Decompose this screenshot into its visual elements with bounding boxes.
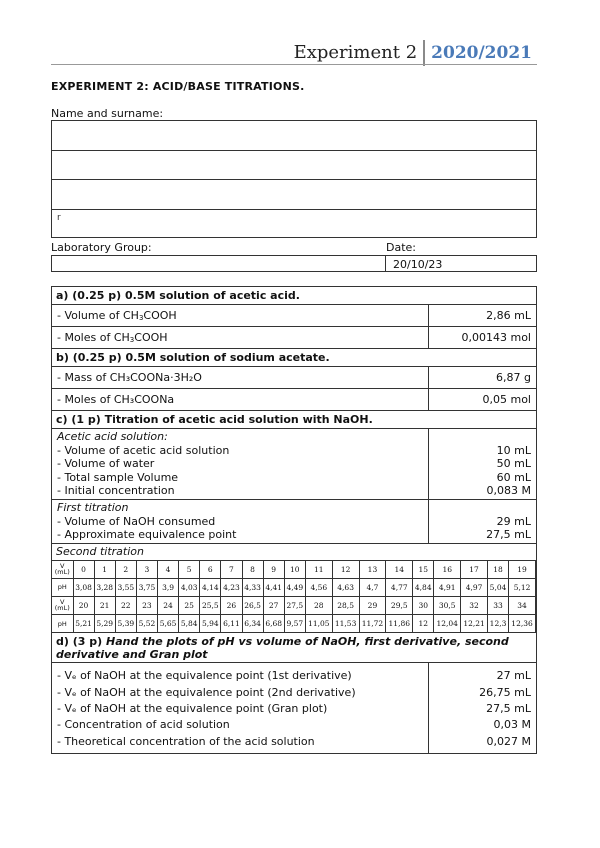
header-experiment: Experiment 2 (294, 40, 426, 66)
lab-date-box (51, 255, 537, 272)
v-cell[interactable]: 29 (359, 596, 386, 614)
ph-cell[interactable]: 12 (413, 614, 434, 632)
v-cell[interactable]: 18 (487, 560, 508, 578)
ph-cell[interactable]: 5,21 (73, 614, 94, 632)
v-cell[interactable]: 30,5 (434, 596, 461, 614)
row-label: - Volume of NaOH consumed (57, 514, 216, 528)
row-label: - Volume of $CH_3COOH$ (52, 305, 429, 326)
ph-cell[interactable]: 4,49 (284, 578, 305, 596)
name-row[interactable] (52, 180, 536, 210)
ph-cell[interactable]: 5,94 (200, 614, 221, 632)
section-a-heading: a) (0.25 p) 0.5M solution of acetic acid. (52, 287, 536, 305)
ph-cell[interactable]: 4,7 (359, 578, 386, 596)
ph-cell[interactable]: 12,21 (461, 614, 488, 632)
v-cell[interactable]: 12 (332, 560, 359, 578)
row-value[interactable]: 27 mL (496, 669, 531, 683)
v-cell[interactable]: 13 (359, 560, 386, 578)
row-label: - Vₑ of NaOH at the equivalence point (2nd derivative) (57, 685, 356, 699)
date-label: Date: (386, 241, 416, 254)
v-cell[interactable]: 34 (509, 596, 536, 614)
date-field[interactable]: 20/10/23 (393, 258, 443, 271)
ph-cell[interactable]: 4,97 (461, 578, 488, 596)
section-d-heading: d) (3 p) Hand the plots of pH vs volume of NaOH, first derivative, second derivative and Gran plot (52, 633, 536, 663)
table-row (52, 389, 536, 411)
lab-group-field[interactable] (52, 256, 386, 271)
ph-cell[interactable]: 6,11 (221, 614, 242, 632)
moles-acetic-acid-value[interactable]: 0,00143 mol (461, 331, 531, 344)
ph-cell[interactable]: 4,14 (200, 578, 221, 596)
v-cell[interactable]: 30 (413, 596, 434, 614)
v-cell[interactable]: 28,5 (332, 596, 359, 614)
row-value[interactable]: 0,083 M (486, 484, 531, 498)
v-cell[interactable]: 27 (263, 596, 284, 614)
v-cell[interactable]: 2 (115, 560, 136, 578)
row-value[interactable]: 50 mL (496, 457, 531, 471)
ph-cell[interactable]: 12,04 (434, 614, 461, 632)
moles-sodium-acetate-value[interactable]: 0,05 mol (482, 393, 531, 406)
v-cell[interactable]: 17 (461, 560, 488, 578)
v-cell[interactable]: 1 (94, 560, 115, 578)
v-cell[interactable]: 6 (200, 560, 221, 578)
row-label: - Theoretical concentration of the acid solution (57, 734, 315, 748)
ph-cell[interactable]: 6,34 (242, 614, 263, 632)
row-label: - Moles of $CH_3COOH$ (52, 327, 429, 348)
ph-cell[interactable]: 5,12 (509, 578, 536, 596)
ph-cell[interactable]: 5,84 (179, 614, 200, 632)
v-cell[interactable]: 32 (461, 596, 488, 614)
row-label: - Approximate equivalence point (57, 528, 237, 542)
first-caption: First titration (57, 500, 129, 514)
row-label: - Mass of CH₃COONa·3H₂O (52, 367, 429, 388)
v-cell[interactable]: 4 (158, 560, 179, 578)
acetic-caption: Acetic acid solution: (57, 430, 168, 443)
row-label: - Vₑ of NaOH at the equivalence point (Gran plot) (57, 702, 328, 716)
row-value[interactable]: 27,5 mL (486, 528, 531, 542)
ph-cell[interactable]: 5,39 (115, 614, 136, 632)
mass-sodium-acetate-value[interactable]: 6,87 g (496, 371, 531, 384)
v-cell[interactable]: 11 (305, 560, 332, 578)
row-label: - Vₑ of NaOH at the equivalence point (1st derivative) (57, 669, 352, 683)
v-cell[interactable]: 33 (487, 596, 508, 614)
page-header (294, 36, 532, 66)
ph-cell[interactable]: 4,03 (179, 578, 200, 596)
v-cell[interactable]: 7 (221, 560, 242, 578)
ph-cell[interactable]: 4,41 (263, 578, 284, 596)
header-divider (51, 64, 537, 65)
second-titration-block (52, 544, 536, 634)
v-cell[interactable]: 19 (509, 560, 536, 578)
ph-header: pH (52, 578, 73, 596)
ph-cell[interactable]: 12,36 (509, 614, 536, 632)
ph-cell[interactable]: 4,33 (242, 578, 263, 596)
row-label: - Concentration of acid solution (57, 718, 230, 732)
ph-cell[interactable]: 4,77 (386, 578, 413, 596)
ph-cell[interactable]: 5,65 (158, 614, 179, 632)
v-cell[interactable]: 10 (284, 560, 305, 578)
table-row (52, 305, 536, 327)
section-c-heading: c) (1 p) Titration of acetic acid solution with NaOH. (52, 411, 536, 429)
v-header: V (mL) (52, 560, 73, 578)
v-cell[interactable]: 25,5 (200, 596, 221, 614)
v-cell[interactable]: 26,5 (242, 596, 263, 614)
row-value[interactable]: 29 mL (496, 514, 531, 528)
name-label: Name and surname: (51, 107, 164, 120)
titration-data-table (52, 560, 536, 633)
ph-cell[interactable]: 3,9 (158, 578, 179, 596)
ph-cell[interactable]: 5,29 (94, 614, 115, 632)
ph-header: pH (52, 614, 73, 632)
row-value[interactable]: 0,03 M (493, 718, 531, 732)
v-cell[interactable]: 21 (94, 596, 115, 614)
v-cell[interactable]: 22 (115, 596, 136, 614)
acetic-acid-block (52, 429, 536, 500)
ph-cell[interactable]: 4,56 (305, 578, 332, 596)
v-cell[interactable]: 15 (413, 560, 434, 578)
ph-cell[interactable]: 11,72 (359, 614, 386, 632)
row-value[interactable]: 10 mL (496, 443, 531, 457)
table-row (52, 327, 536, 349)
ph-cell[interactable]: 11,86 (386, 614, 413, 632)
name-tick-mark: r (57, 212, 61, 223)
v-cell[interactable]: 29,5 (386, 596, 413, 614)
v-cell[interactable]: 16 (434, 560, 461, 578)
name-row[interactable] (52, 121, 536, 151)
ph-cell[interactable]: 6,68 (263, 614, 284, 632)
ph-cell[interactable]: 11,53 (332, 614, 359, 632)
ph-cell[interactable]: 9,57 (284, 614, 305, 632)
ph-cell[interactable]: 12,3 (487, 614, 508, 632)
v-header: V (mL) (52, 596, 73, 614)
v-cell[interactable]: 25 (179, 596, 200, 614)
ph-cell[interactable]: 5,04 (487, 578, 508, 596)
v-cell[interactable]: 26 (221, 596, 242, 614)
row-label: - Initial concentration (57, 484, 175, 498)
row-label: - Total sample Volume (57, 470, 179, 484)
ph-cell[interactable]: 4,23 (221, 578, 242, 596)
lab-group-label: Laboratory Group: (51, 241, 152, 254)
ph-cell[interactable]: 3,55 (115, 578, 136, 596)
row-value[interactable]: 0,027 M (486, 734, 531, 748)
v-cell[interactable]: 14 (386, 560, 413, 578)
results-table (51, 286, 537, 754)
v-cell[interactable]: 28 (305, 596, 332, 614)
v-cell[interactable]: 9 (263, 560, 284, 578)
ph-cell[interactable]: 5,52 (136, 614, 157, 632)
table-row (52, 367, 536, 389)
name-field-box[interactable] (51, 120, 537, 238)
ph-cell[interactable]: 3,75 (136, 578, 157, 596)
row-value[interactable]: 60 mL (496, 470, 531, 484)
name-row[interactable] (52, 151, 536, 181)
ph-cell[interactable]: 3,28 (94, 578, 115, 596)
section-d-block (52, 663, 536, 753)
ph-cell[interactable]: 4,91 (434, 578, 461, 596)
page-title: EXPERIMENT 2: ACID/BASE TITRATIONS. (51, 80, 305, 93)
v-cell[interactable]: 20 (73, 596, 94, 614)
volume-acetic-acid-value[interactable]: 2,86 mL (486, 309, 531, 322)
header-year: 2020/2021 (431, 43, 532, 63)
section-b-heading: b) (0.25 p) 0.5M solution of sodium acetate. (52, 349, 536, 367)
v-cell[interactable]: 27,5 (284, 596, 305, 614)
ph-cell[interactable]: 3,08 (73, 578, 94, 596)
v-cell[interactable]: 0 (73, 560, 94, 578)
row-label: - Volume of acetic acid solution (57, 443, 230, 457)
v-cell[interactable]: 24 (158, 596, 179, 614)
row-label: - Volume of water (57, 457, 155, 471)
v-cell[interactable]: 23 (136, 596, 157, 614)
name-row[interactable] (52, 210, 536, 240)
first-titration-block (52, 500, 536, 544)
row-value[interactable]: 26,75 mL (479, 685, 531, 699)
ph-cell[interactable]: 4,63 (332, 578, 359, 596)
row-value[interactable]: 27,5 mL (486, 702, 531, 716)
v-cell[interactable]: 5 (179, 560, 200, 578)
v-cell[interactable]: 3 (136, 560, 157, 578)
v-cell[interactable]: 8 (242, 560, 263, 578)
ph-cell[interactable]: 11,05 (305, 614, 332, 632)
second-caption: Second titration (56, 544, 144, 558)
row-label: - Moles of CH₃COONa (52, 389, 429, 410)
ph-cell[interactable]: 4,84 (413, 578, 434, 596)
